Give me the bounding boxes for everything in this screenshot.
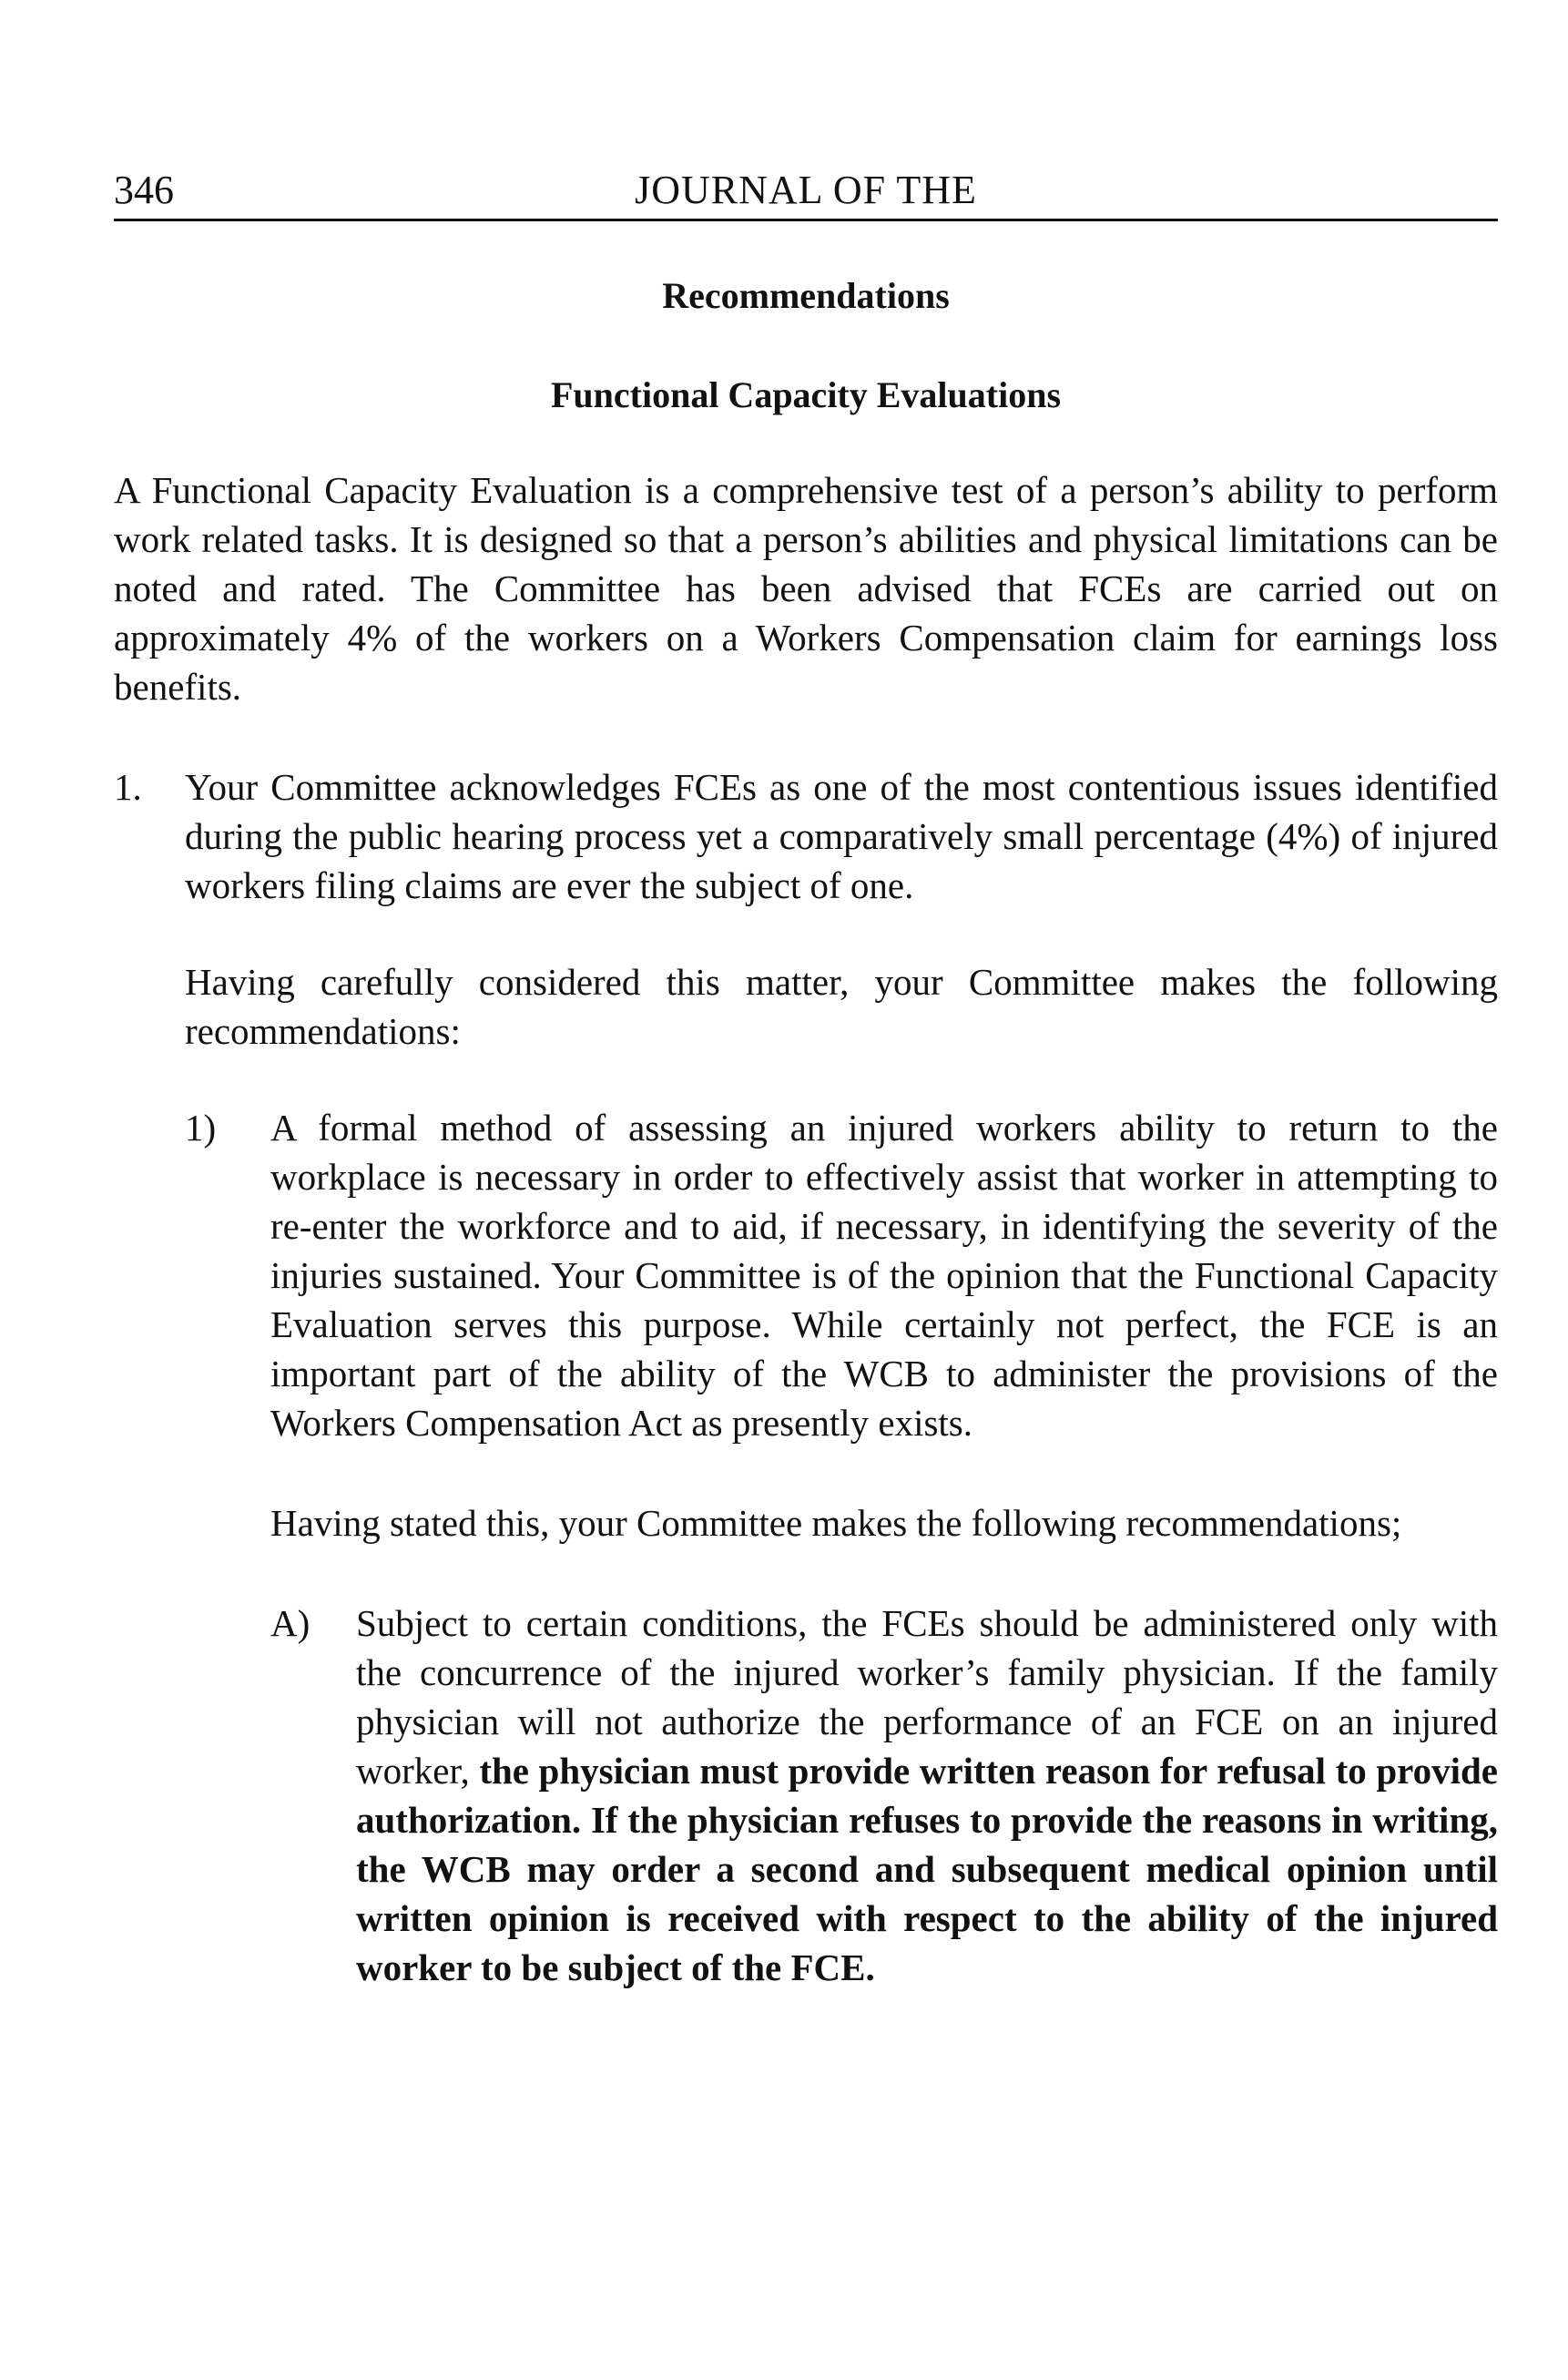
subsection-heading: Functional Capacity Evaluations [550, 374, 1062, 415]
numbered-item-1 [114, 762, 1498, 910]
recommendation-1 [185, 1103, 1498, 1447]
journal-title: JOURNAL OF THE [635, 168, 977, 212]
recommendation-a-text [356, 1599, 1498, 1992]
recommendation-a [270, 1599, 1498, 1992]
section-heading: Recommendations [662, 275, 950, 316]
recommendation-a-marker: A) [270, 1602, 311, 1644]
running-header [114, 164, 1498, 221]
recommendation-1-text: A formal method of assessing an injured workers ability to return to the workplace is necessary in order to effectively assist that worker in attempting to re-enter the workforce and to aid, if necessary, in identifying the severity of the injuries sustained. Your Committee is of the opinion that the Functional Capacity Evaluation serves this purpose. While certainly not perfect, the FCE is an important part of the ability of the WCB to administer the provisions of the Workers Compensation Act as presently exists. [270, 1107, 1498, 1444]
item-1-marker: 1. [114, 766, 142, 808]
recommendation-a-regular-text: Subject to certain conditions, the FCEs should be administered only with the concurrence of the injured worker’s family physician. If the family physician will not authorize the performance of an FCE on an injured worker, [356, 1602, 1498, 1792]
document-page [114, 164, 1498, 1992]
intro-paragraph: A Functional Capacity Evaluation is a comprehensive test of a person’s ability to perform work related tasks. It is designed so that a person’s abilities and physical limitations can be noted and rated. The Committee has been advised that FCEs are carried out on approximately 4% of the workers on a Workers Compensation claim for earnings loss benefits. [114, 469, 1498, 708]
recommendation-a-bold-text: the physician must provide written reason for refusal to provide authorization. If the physician refuses to provide the reasons in writing, the WCB may order a second and subsequent medical opinion until written opinion is received with respect to the ability of the injured worker to be subject of the FCE. [356, 1750, 1499, 1988]
page-number: 346 [114, 168, 174, 212]
considered-paragraph: Having carefully considered this matter, your Committee makes the following recommendations: [185, 961, 1498, 1052]
stated-paragraph: Having stated this, your Committee makes the following recommendations; [270, 1502, 1402, 1544]
recommendation-1-marker: 1) [185, 1107, 217, 1149]
item-1-text: Your Committee acknowledges FCEs as one of the most contentious issues identified during the public hearing process yet a comparatively small percentage (4%) of injured workers filing claims are ever the subject of one. [185, 766, 1498, 906]
